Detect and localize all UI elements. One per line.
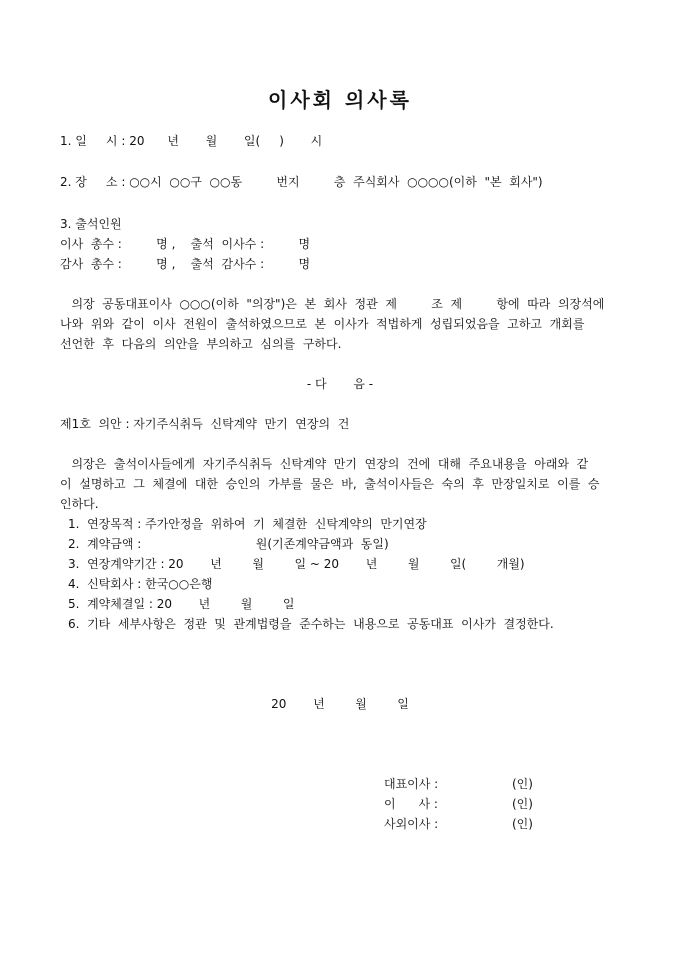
agenda-item: 2. 계약금액 : 원(기존계약금액과 동일) bbox=[68, 537, 389, 551]
auditors-count-line: 감사 총수 : 명 , 출석 감사수 : 명 bbox=[60, 257, 311, 271]
agenda-item: 6. 기타 세부사항은 정관 및 관계법령을 준수하는 내용으로 공동대표 이사가 결정한다. bbox=[68, 617, 554, 631]
footer-date: 20 년 월 일 bbox=[271, 697, 409, 711]
agenda-item: 3. 연장계약기간 : 20 년 월 일 ~ 20 년 월 일( 개월) bbox=[68, 557, 525, 571]
section-divider: - 다 음 - bbox=[306, 377, 374, 391]
signature-seal-director: (인) bbox=[512, 797, 533, 811]
document-title: 이사회 의사록 bbox=[268, 88, 412, 112]
opening-paragraph-line: 나와 위와 같이 이사 전원이 출석하였으므로 본 이사가 적법하게 성립되었음을 고하고 개회를 bbox=[60, 317, 585, 331]
signature-role-ceo: 대표이사 : bbox=[384, 777, 439, 791]
meeting-place-line: 2. 장 소 : ○○시 ○○구 ○○동 번지 층 주식회사 ○○○○(이하 "본 회사") bbox=[60, 175, 543, 189]
directors-count-line: 이사 총수 : 명 , 출석 이사수 : 명 bbox=[60, 237, 311, 251]
opening-paragraph-line: 선언한 후 다음의 의안을 부의하고 심의를 구하다. bbox=[60, 337, 342, 351]
meeting-date-line: 1. 일 시 : 20 년 월 일( ) 시 bbox=[60, 134, 323, 148]
agenda-item: 1. 연장목적 : 주가안정을 위하여 기 체결한 신탁계약의 만기연장 bbox=[68, 517, 427, 531]
signature-role-director: 이 사 : bbox=[384, 797, 438, 811]
agenda-body-line: 의장은 출석이사들에게 자기주식취득 신탁계약 만기 연장의 건에 대해 주요내용을 아래와 같 bbox=[60, 457, 589, 471]
agenda-item: 5. 계약체결일 : 20 년 월 일 bbox=[68, 597, 295, 611]
signature-seal-ceo: (인) bbox=[512, 777, 533, 791]
agenda-body-line: 이 설명하고 그 체결에 대한 승인의 가부를 물은 바, 출석이사들은 숙의 후 만장일치로 이를 승 bbox=[60, 477, 600, 491]
agenda-body-line: 인하다. bbox=[60, 497, 99, 511]
opening-paragraph-line: 의장 공동대표이사 ○○○(이하 "의장")은 본 회사 정관 제 조 제 항에 따라 의장석에 bbox=[60, 297, 605, 311]
signature-role-outside-director: 사외이사 : bbox=[384, 817, 439, 831]
agenda-title: 제1호 의안 : 자기주식취득 신탁계약 만기 연장의 건 bbox=[60, 417, 350, 431]
signature-seal-outside-director: (인) bbox=[512, 817, 533, 831]
agenda-item: 4. 신탁회사 : 한국○○은행 bbox=[68, 577, 213, 591]
attendance-heading: 3. 출석인원 bbox=[60, 217, 122, 231]
